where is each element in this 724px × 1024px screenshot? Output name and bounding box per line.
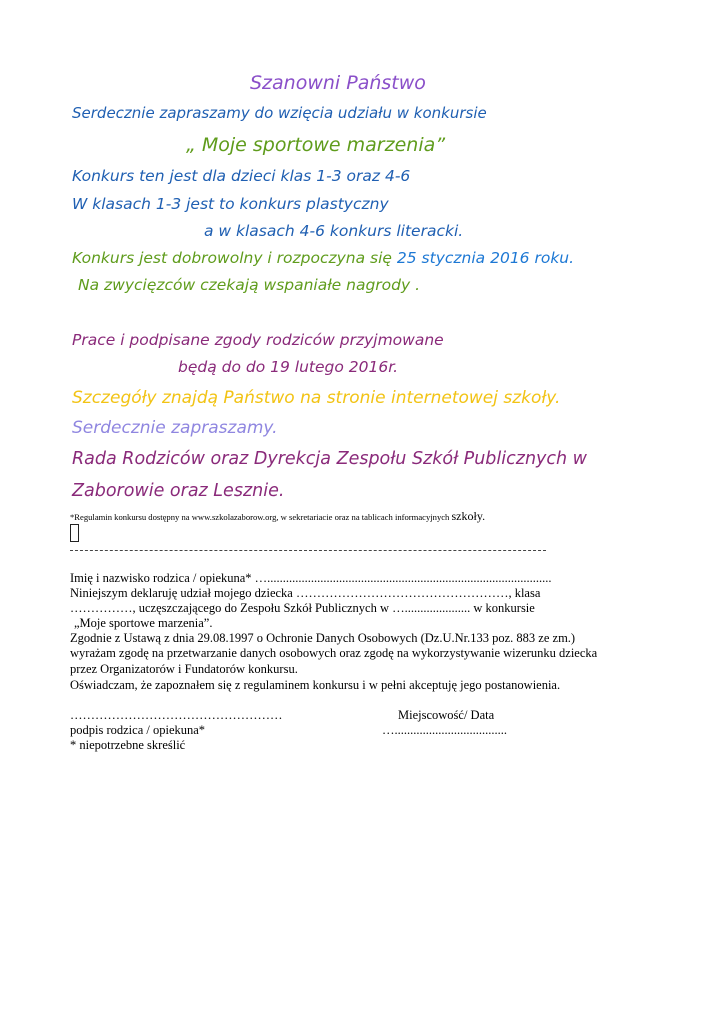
rules-footnote [70, 509, 485, 524]
greeting: Szanowni Państwo [250, 72, 426, 94]
signature-dots: …………………………………………… [70, 708, 283, 722]
deadline-line: będą do do 19 lutego 2016r. [178, 358, 399, 376]
organizers-line-2: Zaborowie oraz Lesznie. [72, 481, 285, 501]
rules-footnote-tail: szkoły. [451, 509, 486, 523]
form-contest-name: „Moje sportowe marzenia”. [74, 616, 213, 630]
form-law-line: Zgodnie z Ustawą z dnia 29.08.1997 o Ochronie Danych Osobowych (Dz.U.Nr.133 poz. 883 ze zm.) [70, 631, 576, 645]
welcome-line: Serdecznie zapraszamy. [72, 418, 278, 438]
organizers-line-1: Rada Rodziców oraz Dyrekcja Zespołu Szkół Publicznych w [72, 449, 587, 469]
form-school-line: ……………, uczęszczającego do Zespołu Szkół Publicznych w …..................... w konkursie [70, 601, 535, 615]
prizes-line: Na zwycięzców czekają wspaniałe nagrody . [78, 276, 421, 294]
art-contest-line: W klasach 1-3 jest to konkurs plastyczny [72, 195, 389, 213]
submission-line: Prace i podpisane zgody rodziców przyjmowane [72, 331, 444, 349]
form-parent-name: Imię i nazwisko rodzica / opiekuna* …........................................................................................... [70, 571, 552, 585]
place-date-label: Miejscowość/ Data [398, 708, 495, 722]
form-declaration: Niniejszym deklaruję udział mojego dziecka ……………………………………………, klasa [70, 586, 541, 600]
literary-contest-line: a w klasach 4-6 konkurs literacki. [204, 222, 464, 240]
form-statement-line: Oświadczam, że zapoznałem się z regulaminem konkursu i w pełni akceptuję jego postanowienia. [70, 678, 561, 692]
start-line [72, 249, 574, 267]
start-line-text: Konkurs jest dobrowolny i rozpoczyna się [72, 249, 392, 267]
contest-title: „ Moje sportowe marzenia” [186, 134, 446, 156]
details-line: Szczegóły znajdą Państwo na stronie internetowej szkoły. [72, 388, 561, 408]
cut-line-divider [70, 550, 546, 551]
place-date-dots: ….................................... [382, 723, 507, 737]
form-consent-line: wyrażam zgodę na przetwarzanie danych osobowych oraz zgodę na wykorzystywanie wizerunku dziecka [70, 646, 598, 660]
rules-footnote-text: *Regulamin konkursu dostępny na www.szkolazaborow.org, w sekretariacie oraz na tablicach informacyjnych [70, 512, 450, 522]
grades-line: Konkurs ten jest dla dzieci klas 1-3 oraz 4-6 [72, 167, 411, 185]
signature-label: podpis rodzica / opiekuna* [70, 723, 206, 737]
intro-line: Serdecznie zapraszamy do wzięcia udziału w konkursie [72, 104, 487, 122]
start-date: 25 stycznia 2016 roku. [396, 249, 575, 267]
strike-note: * niepotrzebne skreślić [70, 738, 186, 752]
form-organizers-line: przez Organizatorów i Fundatorów konkursu. [70, 662, 298, 676]
placeholder-box-icon [70, 524, 79, 542]
